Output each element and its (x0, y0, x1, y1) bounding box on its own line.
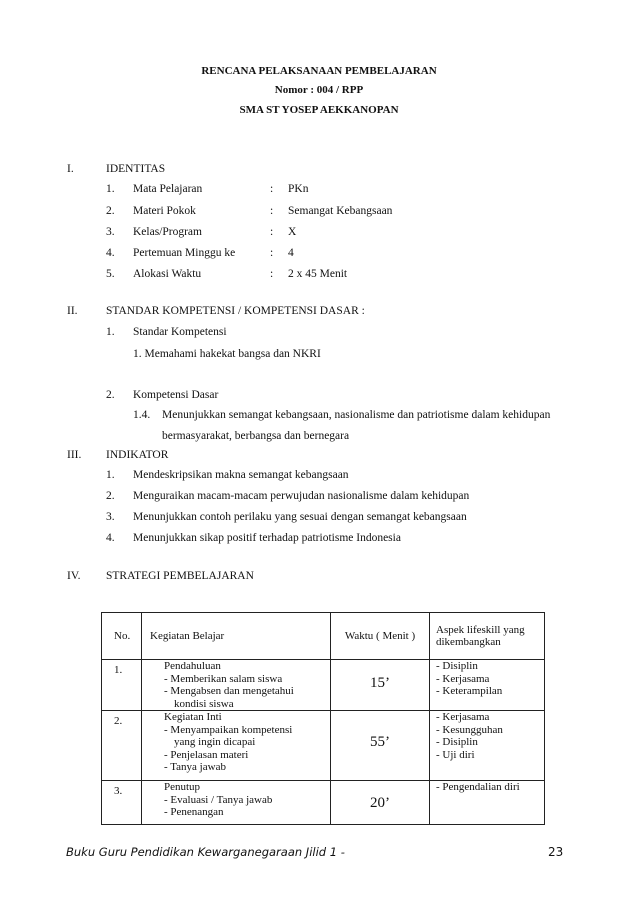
identitas-row-value: 4 (288, 247, 294, 259)
kegiatan-item: - Memberikan salam siswa (164, 672, 283, 685)
kegiatan-item: - Mengabsen dan mengetahui (164, 685, 294, 697)
row-aspek (430, 781, 545, 825)
row-kegiatan (142, 711, 331, 781)
row-no: 3. (102, 781, 142, 825)
kegiatan-title: Pendahuluan (164, 660, 221, 672)
table-header-row (102, 613, 545, 660)
table-row (102, 660, 545, 711)
identitas-row-label: Alokasi Waktu (133, 268, 202, 280)
identitas-row-no: 5. (106, 268, 115, 280)
kegiatan-title: Penutup (164, 781, 201, 793)
document-title: RENCANA PELAKSANAAN PEMBELAJARAN (201, 65, 437, 77)
aspek-item: - Uji diri (436, 748, 475, 761)
school-name: SMA ST YOSEP AEKKANOPAN (239, 104, 399, 116)
aspek-item: - Kesungguhan (436, 723, 503, 736)
identitas-row-value: 2 x 45 Menit (288, 268, 348, 280)
section-title: STRATEGI PEMBELAJARAN (106, 570, 254, 582)
row-waktu (331, 660, 430, 711)
aspek-item: - Kerjasama (436, 711, 490, 723)
identitas-row-no: 3. (106, 226, 115, 238)
section-title: IDENTITAS (106, 163, 166, 175)
identitas-row-value: X (288, 226, 297, 238)
kegiatan-item: - Penjelasan materi (164, 748, 249, 761)
identitas-row-label: Mata Pelajaran (133, 183, 203, 195)
row-waktu (331, 781, 430, 825)
identitas-row-sep: : (270, 205, 274, 217)
document-number: Nomor : 004 / RPP (274, 84, 364, 96)
identitas-row-label: Kelas/Program (133, 226, 202, 238)
row-kegiatan (142, 781, 331, 825)
kegiatan-item: - Penenangan (164, 806, 224, 818)
identitas-row-sep: : (270, 226, 274, 238)
identitas-row-label: Materi Pokok (133, 205, 196, 217)
footer-book-title: Buku Guru Pendidikan Kewarganegaraan Jilid 1 - (66, 845, 345, 859)
row-no: 1. (102, 660, 142, 711)
identitas-row-no: 2. (106, 205, 115, 217)
section-numeral: I. (67, 163, 74, 175)
row-waktu (331, 711, 430, 781)
aspek-item: - Disiplin (436, 660, 478, 672)
sk-number: 1. (106, 326, 115, 338)
section-title: INDIKATOR (106, 449, 169, 461)
identitas-row-sep: : (270, 268, 274, 280)
row-no: 2. (102, 711, 142, 781)
aspek-item: - Kerjasama (436, 672, 490, 685)
kd-title: Kompetensi Dasar (133, 389, 219, 401)
table-row (102, 781, 545, 825)
kd-item-text-continued: bermasyarakat, berbangsa dan bernegara (162, 430, 350, 442)
kd-item-number: 1.4. (133, 409, 151, 421)
indikator-item-no: 4. (106, 532, 115, 544)
identitas-row-value: PKn (288, 183, 309, 195)
aspek-item: - Pengendalian diri (436, 781, 520, 793)
row-kegiatan (142, 660, 331, 711)
header-kegiatan: Kegiatan Belajar (142, 613, 331, 660)
identitas-row-sep: : (270, 183, 274, 195)
sk-item: 1. Memahami hakekat bangsa dan NKRI (133, 348, 321, 360)
indikator-item-no: 1. (106, 469, 115, 481)
identitas-row-label: Pertemuan Minggu ke (133, 247, 236, 259)
indikator-item-text: Mendeskripsikan makna semangat kebangsaan (133, 469, 349, 481)
kd-item-text: Menunjukkan semangat kebangsaan, nasionalisme dan patriotisme dalam kehidupan (162, 409, 551, 421)
kegiatan-title: Kegiatan Inti (164, 711, 222, 723)
section-numeral: II. (67, 305, 78, 317)
page-number: 23 (548, 845, 564, 859)
waktu-value: 20’ (370, 795, 390, 811)
strategi-table (101, 612, 545, 825)
waktu-value: 15’ (370, 675, 390, 691)
header-aspek-line: Aspek lifeskill yang (436, 623, 525, 636)
kd-number: 2. (106, 389, 115, 401)
indikator-item-no: 2. (106, 490, 115, 502)
identitas-row-sep: : (270, 247, 274, 259)
sk-title: Standar Kompetensi (133, 326, 227, 338)
kegiatan-item: - Tanya jawab (164, 761, 226, 773)
header-aspek-line: dikembangkan (436, 636, 501, 648)
table-row (102, 711, 545, 781)
header-waktu: Waktu ( Menit ) (331, 613, 430, 660)
indikator-item-no: 3. (106, 511, 115, 523)
row-aspek (430, 711, 545, 781)
section-title: STANDAR KOMPETENSI / KOMPETENSI DASAR : (106, 305, 365, 317)
identitas-row-no: 1. (106, 183, 115, 195)
indikator-item-text: Menunjukkan sikap positif terhadap patriotisme Indonesia (133, 532, 401, 544)
indikator-item-text: Menguraikan macam-macam perwujudan nasionalisme dalam kehidupan (133, 490, 470, 502)
kegiatan-item-continued: yang ingin dicapai (174, 736, 256, 748)
aspek-item: - Disiplin (436, 736, 478, 748)
header-aspek (430, 613, 545, 660)
kegiatan-item-continued: kondisi siswa (174, 697, 234, 710)
section-numeral: IV. (67, 570, 81, 582)
row-aspek (430, 660, 545, 711)
aspek-item: - Keterampilan (436, 685, 503, 697)
waktu-value: 55’ (370, 734, 390, 750)
kegiatan-item: - Evaluasi / Tanya jawab (164, 793, 273, 806)
indikator-item-text: Menunjukkan contoh perilaku yang sesuai dengan semangat kebangsaan (133, 511, 467, 523)
identitas-row-no: 4. (106, 247, 115, 259)
section-numeral: III. (67, 449, 82, 461)
kegiatan-item: - Menyampaikan kompetensi (164, 723, 293, 736)
identitas-row-value: Semangat Kebangsaan (288, 205, 393, 217)
header-no: No. (102, 613, 142, 660)
